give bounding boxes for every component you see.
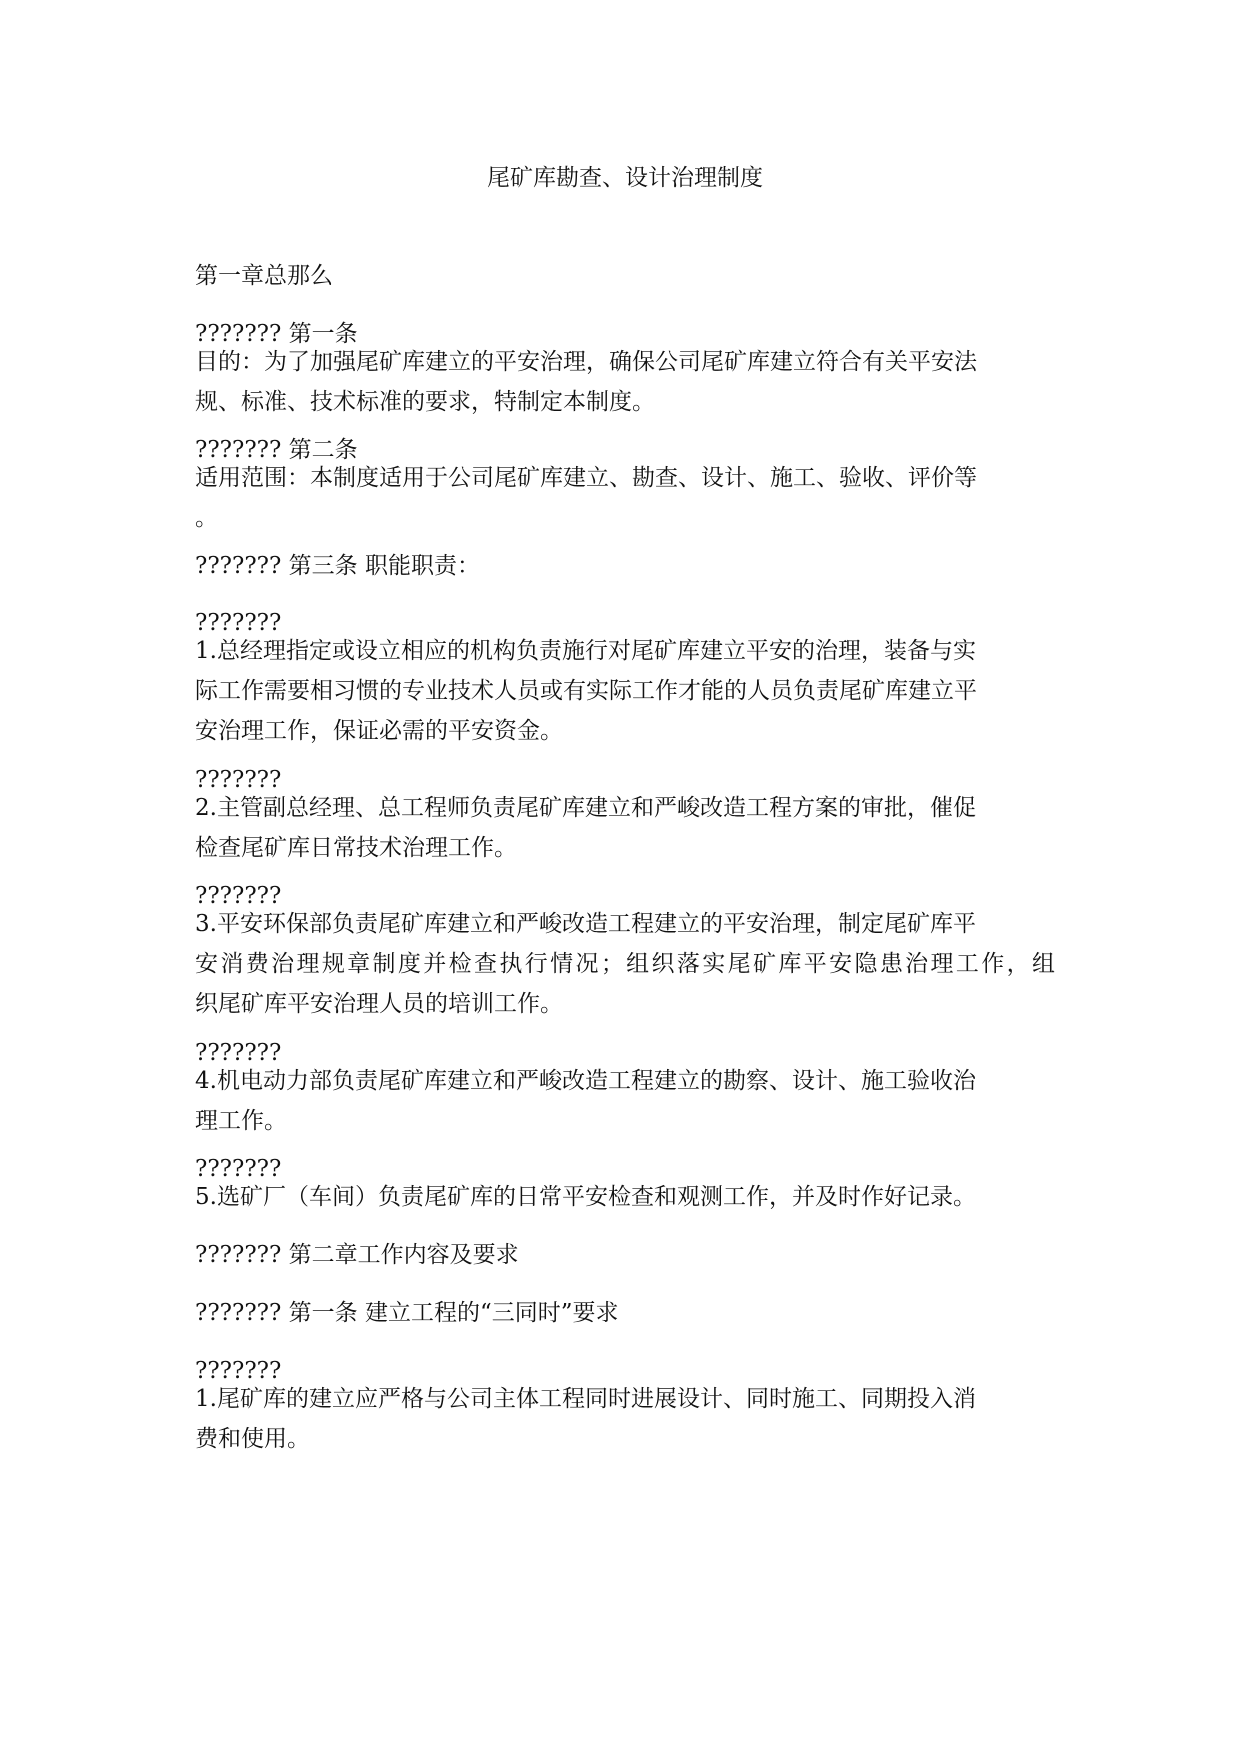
list-item: 5.选矿厂（车间）负责尾矿库的日常平安检查和观测工作，并及时作好记录。 <box>195 1184 976 1210</box>
item-marker: ??????? <box>195 1040 282 1066</box>
list-item: 1.总经理指定或设立相应的机构负责施行对尾矿库建立平安的治理，装备与实 际工作需要相习惯的专业技术人员或有实际工作才能的人员负责尾矿库建立平 安治理工作，保证必需的平安资金。 <box>195 638 977 744</box>
item-marker: ??????? <box>195 610 282 636</box>
item-marker: ??????? <box>195 883 282 909</box>
article-heading: ??????? 第三条 职能职责： <box>195 553 480 579</box>
list-item: 3.平安环保部负责尾矿库建立和严峻改造工程建立的平安治理，制定尾矿库平 安消费治理规章制度并检查执行情况；组织落实尾矿库平安隐患治理工作，组 织尾矿库平安治理人员的培训工作。 <box>195 911 1055 1017</box>
chapter-heading: ??????? 第二章工作内容及要求 <box>195 1242 519 1268</box>
item-marker: ??????? <box>195 1156 282 1182</box>
article-heading: ??????? 第一条 <box>195 321 358 347</box>
document-page <box>195 0 1055 1754</box>
list-item: 2.主管副总经理、总工程师负责尾矿库建立和严峻改造工程方案的审批，催促 检查尾矿库日常技术治理工作。 <box>195 795 976 861</box>
article-heading: ??????? 第一条 建立工程的“三同时”要求 <box>195 1300 619 1326</box>
document-title: 尾矿库勘查、设计治理制度 <box>487 165 763 191</box>
list-item: 1.尾矿库的建立应严格与公司主体工程同时进展设计、同时施工、同期投入消 费和使用。 <box>195 1386 976 1452</box>
item-marker: ??????? <box>195 1358 282 1384</box>
article-paragraph: 目的：为了加强尾矿库建立的平安治理，确保公司尾矿库建立符合有关平安法 规、标准、技术标准的要求，特制定本制度。 <box>195 349 977 415</box>
chapter-heading: 第一章总那么 <box>195 263 333 289</box>
item-marker: ??????? <box>195 767 282 793</box>
article-heading: ??????? 第二条 <box>195 437 358 463</box>
list-item: 4.机电动力部负责尾矿库建立和严峻改造工程建立的勘察、设计、施工验收治 理工作。 <box>195 1068 976 1134</box>
article-paragraph: 适用范围：本制度适用于公司尾矿库建立、勘查、设计、施工、验收、评价等 。 <box>195 465 977 531</box>
